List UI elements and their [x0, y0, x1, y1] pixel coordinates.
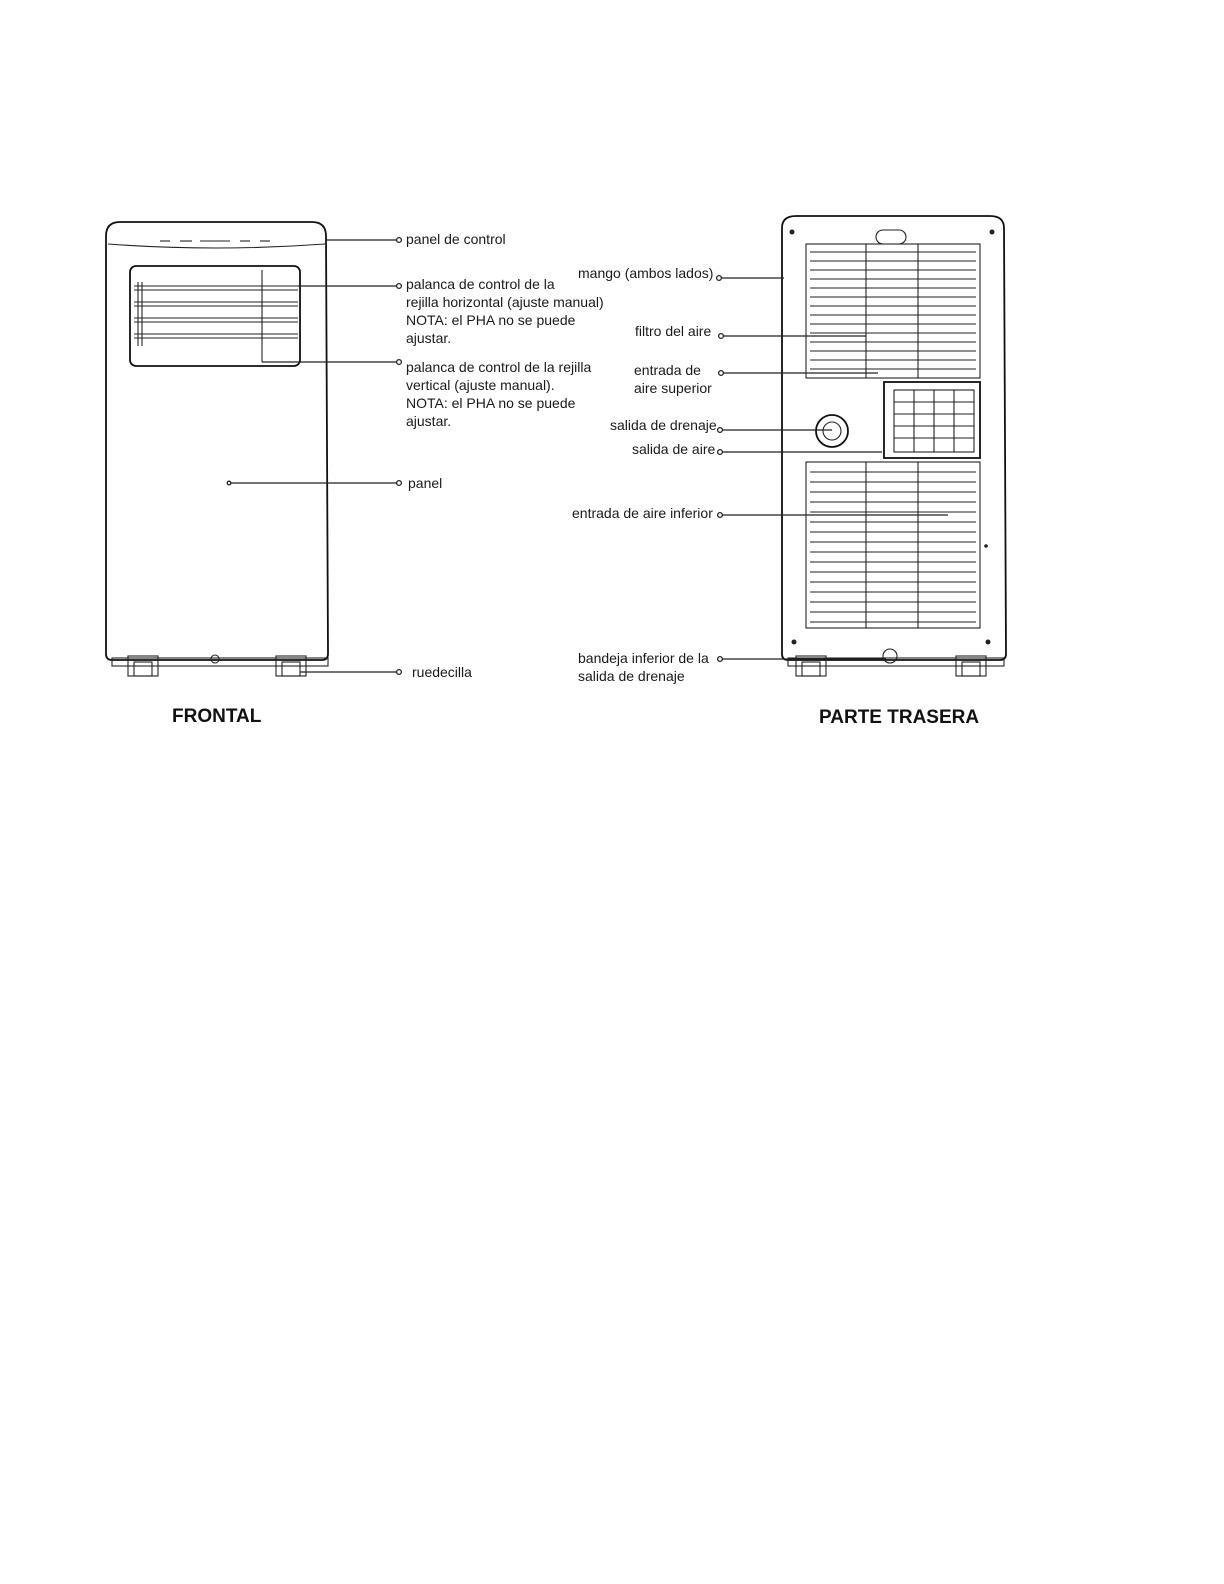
label-line: panel	[408, 475, 443, 491]
front-casters	[112, 655, 328, 676]
label-line: aire superior	[634, 380, 712, 396]
label-control-panel	[406, 231, 506, 247]
label-handle	[578, 265, 713, 281]
unit-diagram	[0, 0, 1224, 760]
label-lower-air-inlet	[572, 505, 713, 521]
label-line: rejilla horizontal (ajuste manual)	[406, 294, 604, 310]
label-line: bandeja inferior de la	[578, 650, 709, 666]
label-line: NOTA: el PHA no se puede	[406, 395, 576, 411]
label-vertical-louver	[406, 359, 595, 429]
air-outlet-grille	[884, 382, 980, 458]
label-line: salida de drenaje	[610, 417, 717, 433]
label-line: entrada de	[634, 362, 701, 378]
label-horizontal-louver	[406, 276, 608, 346]
drain-outlet	[816, 415, 848, 447]
label-line: mango (ambos lados)	[578, 265, 714, 281]
front-louver-window	[130, 266, 300, 366]
label-line: NOTA: el PHA no se puede	[406, 312, 576, 328]
label-line: palanca de control de la rejilla	[406, 359, 592, 375]
label-line: salida de aire	[632, 441, 716, 457]
label-line: ruedecilla	[412, 664, 472, 680]
label-line: palanca de control de la	[406, 276, 555, 292]
back-title: PARTE TRASERA	[819, 707, 980, 728]
back-unit	[572, 216, 1006, 728]
label-line: ajustar.	[406, 413, 452, 429]
front-title: FRONTAL	[172, 706, 262, 727]
label-caster	[412, 664, 472, 680]
label-line: vertical (ajuste manual).	[406, 377, 555, 393]
label-line: filtro del aire	[635, 323, 712, 339]
label-line: entrada de aire inferior	[572, 505, 713, 521]
label-upper-air-inlet	[634, 362, 712, 396]
label-panel	[408, 475, 442, 491]
label-line: panel de control	[406, 231, 506, 247]
label-air-outlet	[632, 441, 715, 457]
label-bottom-drain-tray	[578, 650, 713, 684]
label-line: salida de drenaje	[578, 668, 685, 684]
label-line: ajustar.	[406, 330, 452, 346]
front-unit	[106, 222, 608, 727]
label-air-filter	[635, 323, 711, 339]
label-drain-outlet	[610, 417, 717, 433]
